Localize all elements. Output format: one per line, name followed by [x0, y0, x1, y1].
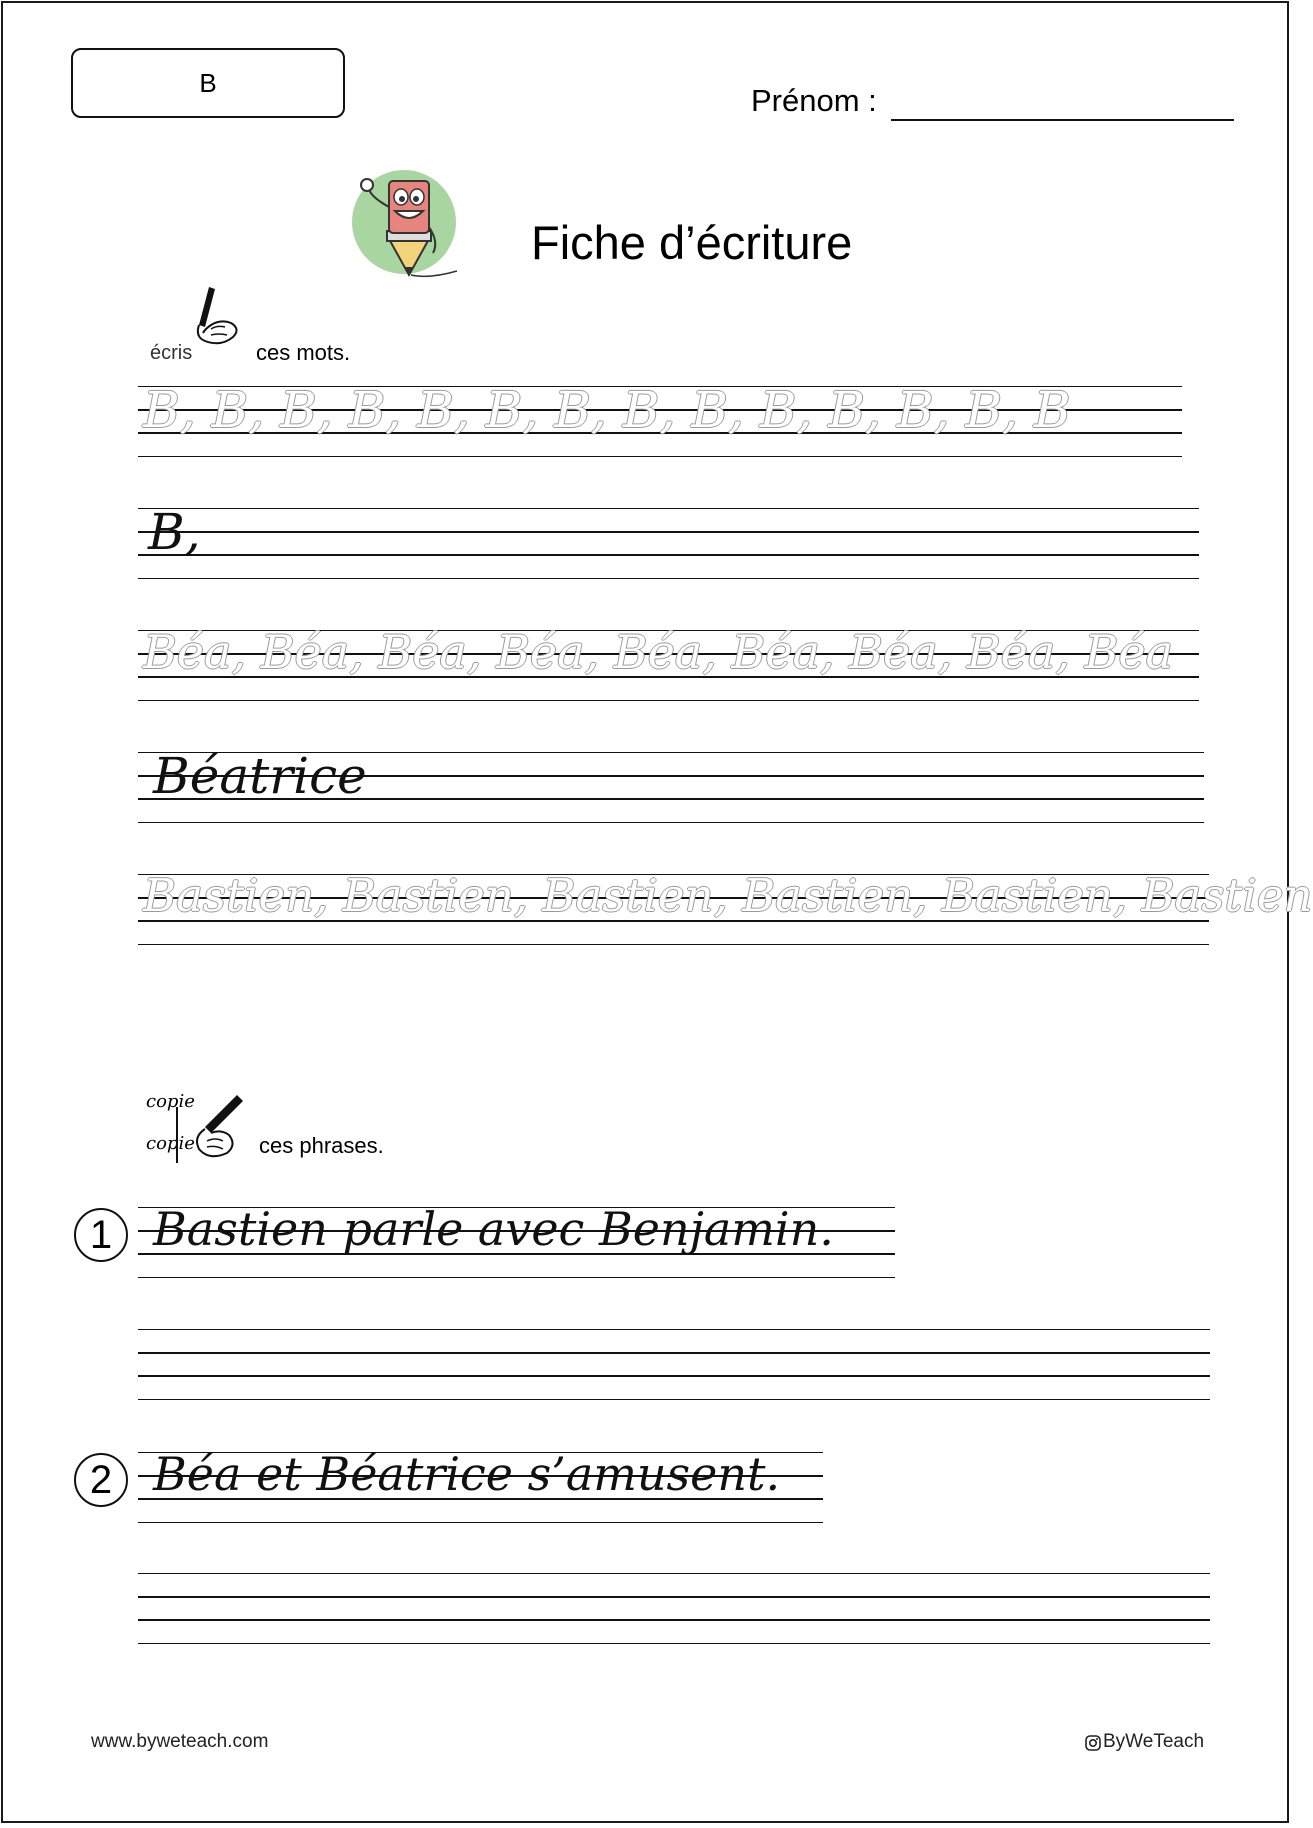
letter-box: [71, 48, 345, 118]
letter-label: B: [199, 67, 217, 98]
page-title: Fiche d’écriture: [531, 216, 853, 269]
trace-row: B, B, B, B, B, B, B, B, B, B, B, B, B, B: [143, 381, 1071, 439]
pencil-mascot-icon: [349, 167, 469, 283]
prenom-label: Prénom :: [751, 83, 877, 118]
worksheet-page: [1, 1, 1313, 1823]
hand-copy-icon: [171, 1093, 251, 1165]
sentence-number: 2: [74, 1453, 128, 1507]
answer-ruling[interactable]: [138, 1329, 1210, 1401]
trace-row: Bastien, Bastien, Bastien, Bastien, Bastien, Bastien: [143, 869, 1313, 922]
prenom-answer-line: [891, 119, 1234, 121]
model-row: B,: [148, 503, 201, 561]
instruction-sentences: ces phrases.: [259, 1133, 384, 1158]
writing-ruling: [138, 508, 1199, 580]
model-sentence: Béa et Béatrice s’amusent.: [153, 1447, 781, 1501]
model-row: Béatrice: [153, 747, 367, 805]
model-sentence: Bastien parle avec Benjamin.: [153, 1202, 834, 1256]
footer-website: www.byweteach.com: [91, 1731, 269, 1752]
sentence-number: 1: [74, 1208, 128, 1262]
copie-icon-word-top: copie: [146, 1091, 195, 1112]
footer-handle: ByWeTeach: [1103, 1731, 1205, 1752]
copie-icon-word-bottom: copie: [146, 1133, 195, 1154]
ecris-icon-word: écris: [150, 342, 193, 364]
instruction-words: ces mots.: [256, 340, 351, 365]
trace-row: Béa, Béa, Béa, Béa, Béa, Béa, Béa, Béa, Béa: [143, 625, 1174, 679]
instagram-icon: [1085, 1735, 1101, 1751]
answer-ruling[interactable]: [138, 1573, 1210, 1645]
